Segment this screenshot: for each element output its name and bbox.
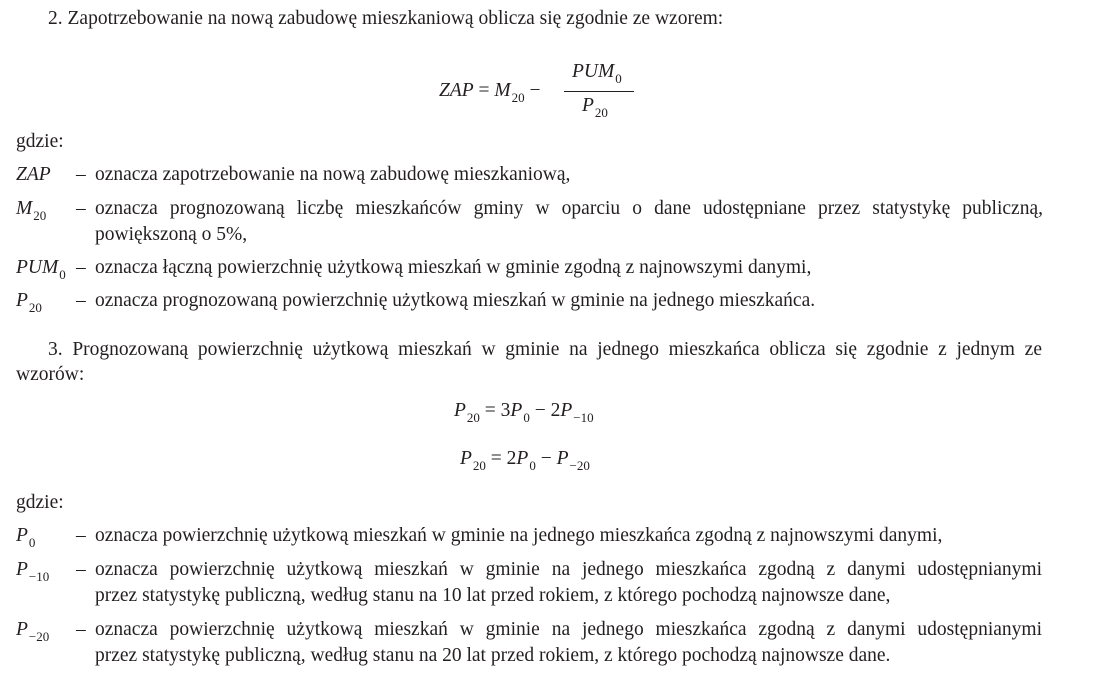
definition-symbol: P: [16, 290, 28, 311]
definition-text: oznacza prognozowaną liczbę mieszkańców gminy w oparciu o dane udostępniane przez statystykę publiczną,: [95, 198, 1043, 219]
formula-p20-subscript: 20: [466, 410, 480, 425]
definition-symbol: P: [16, 559, 28, 580]
formula-p0-subscript: 0: [523, 410, 530, 425]
formula-m-symbol: M: [494, 80, 511, 101]
formula-p-20-subscript: −20: [569, 458, 590, 473]
definition-text-continued: przez statystykę publiczną, według stanu na 20 lat przed rokiem, z którego pochodzą najnowsze dane.: [95, 645, 891, 666]
definition-dash: –: [76, 525, 86, 546]
formula-denominator: [582, 95, 608, 120]
formula-pum-subscript: 0: [615, 71, 622, 86]
definition-dash: –: [76, 198, 86, 219]
formula-zap-symbol: ZAP: [439, 80, 474, 101]
formula-numerator: [572, 61, 622, 86]
fraction-bar: [564, 91, 634, 92]
formula-p20-subscript: 20: [472, 458, 486, 473]
formula-p20-symbol: P: [454, 400, 466, 421]
definition-subscript: 20: [33, 208, 47, 223]
definition-text: oznacza powierzchnię użytkową mieszkań w gminie na jednego mieszkańca zgodną z najnowszymi danymi,: [95, 525, 943, 546]
definition-symbol: M: [16, 198, 33, 219]
section-2-intro: 2. Zapotrzebowanie na nową zabudowę mieszkaniową oblicza się zgodnie ze wzorem:: [48, 8, 724, 29]
formula-minus: −: [529, 80, 541, 101]
definition-text: oznacza prognozowaną powierzchnię użytkową mieszkań w gminie na jednego mieszkańca.: [95, 290, 816, 311]
definition-dash: –: [76, 559, 86, 580]
formula-p20-second: [460, 448, 590, 473]
definition-text: oznacza łączną powierzchnię użytkową mieszkań w gminie zgodną z najnowszymi danymi,: [95, 257, 812, 278]
formula-p-symbol: P: [582, 95, 594, 116]
definition-text-continued: powiększoną o 5%,: [95, 224, 248, 245]
definition-symbol: P: [16, 619, 28, 640]
formula-equals: =: [490, 448, 502, 469]
formula-p-20-symbol: P: [556, 448, 569, 469]
where-label-2: gdzie:: [16, 492, 64, 513]
formula-p0-symbol: P: [516, 448, 529, 469]
formula-equals: =: [478, 80, 490, 101]
formula-m-subscript: 20: [511, 90, 525, 105]
definition-subscript: −10: [28, 569, 50, 584]
section-3-intro-line-2: wzorów:: [16, 364, 85, 385]
definition-dash: –: [76, 257, 86, 278]
definition-symbol: PUM: [16, 257, 59, 278]
formula-p-10-subscript: −10: [573, 410, 594, 425]
formula-p20-first: [454, 400, 594, 425]
formula-zap-lhs: [439, 80, 541, 105]
formula-p0-symbol: P: [510, 400, 523, 421]
definition-subscript: −20: [28, 629, 50, 644]
formula-minus: −: [540, 448, 552, 469]
formula-coefficient-2: 2: [506, 448, 517, 469]
formula-p-10-symbol: P: [560, 400, 573, 421]
definition-symbol: ZAP: [16, 164, 51, 185]
formula-equals: =: [484, 400, 496, 421]
definition-dash: –: [76, 164, 86, 185]
where-label-1: gdzie:: [16, 131, 64, 152]
definition-dash: –: [76, 290, 86, 311]
section-3-intro-line-1: 3. Prognozowaną powierzchnię użytkową mieszkań w gminie na jednego mieszkańca oblicza się zgodnie z jednym ze: [48, 339, 1042, 360]
definition-text: oznacza zapotrzebowanie na nową zabudowę mieszkaniową,: [95, 164, 571, 185]
definition-dash: –: [76, 619, 86, 640]
formula-coefficient-3: 3: [500, 400, 511, 421]
definition-subscript: 0: [28, 535, 36, 550]
definition-text: oznacza powierzchnię użytkową mieszkań w gminie na jednego mieszkańca zgodną z danymi udostępnianymi: [95, 619, 1042, 640]
formula-p0-subscript: 0: [529, 458, 536, 473]
definition-symbol: P: [16, 525, 28, 546]
formula-pum-symbol: PUM: [572, 61, 615, 82]
definition-text: oznacza powierzchnię użytkową mieszkań w gminie na jednego mieszkańca zgodną z danymi udostępnianymi: [95, 559, 1042, 580]
formula-p-subscript: 20: [594, 105, 608, 120]
formula-coefficient-2: 2: [550, 400, 561, 421]
formula-p20-symbol: P: [460, 448, 472, 469]
definition-text-continued: przez statystykę publiczną, według stanu na 10 lat przed rokiem, z którego pochodzą najnowsze dane,: [95, 585, 891, 606]
formula-minus: −: [534, 400, 546, 421]
definition-subscript: 0: [59, 267, 66, 282]
definition-subscript: 20: [28, 300, 42, 315]
